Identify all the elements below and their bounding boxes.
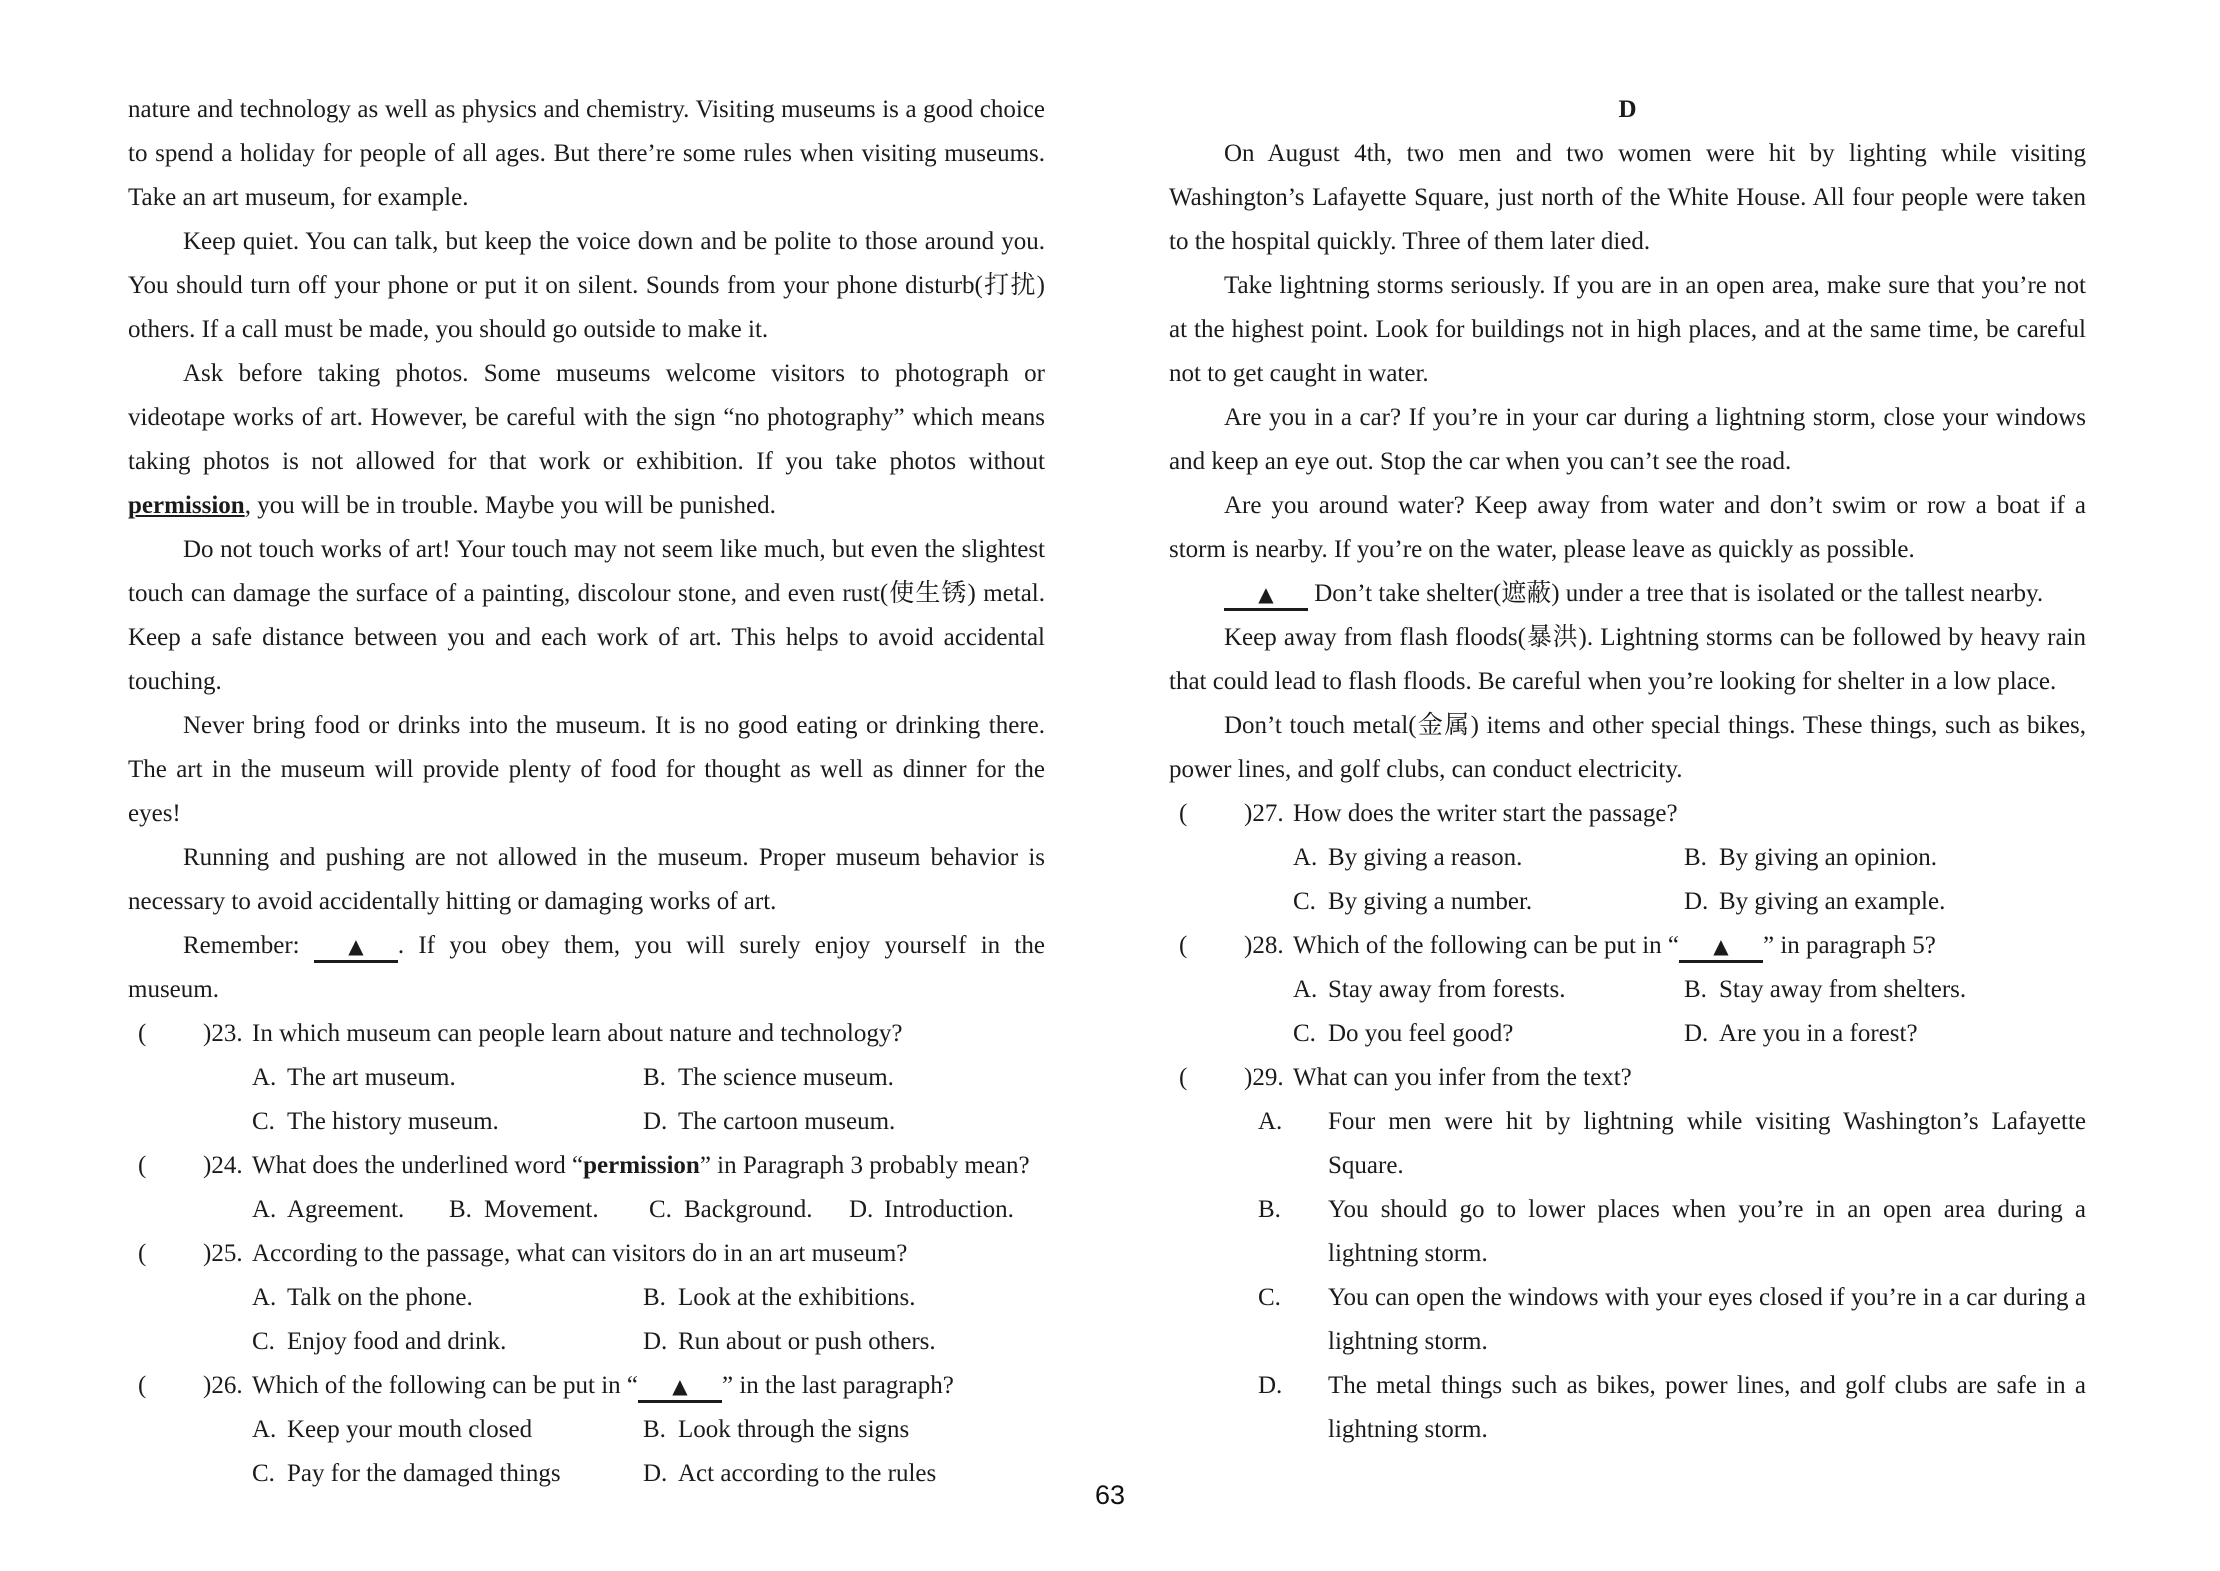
passage-text: Remember: bbox=[183, 932, 314, 959]
option-label: D. bbox=[1684, 888, 1709, 915]
question-number: )28. bbox=[1244, 932, 1284, 959]
question-text bbox=[1293, 932, 1936, 959]
option bbox=[1684, 836, 2086, 880]
option-text: Are you in a forest? bbox=[1719, 1020, 1918, 1047]
question-number: )23. bbox=[203, 1020, 243, 1047]
option-text: By giving an example. bbox=[1719, 888, 1946, 915]
option bbox=[643, 1056, 1045, 1100]
option bbox=[643, 1100, 1045, 1144]
question-line bbox=[128, 1012, 1045, 1056]
option-label: D. bbox=[643, 1108, 668, 1135]
passage-text: On August 4th, two men and two women were hit by lighting while visiting Washington’s Lafayette Square, just north of the White House. All four people were taken to the hospital quickly. Three of them later died. bbox=[1169, 140, 2086, 255]
question-text bbox=[252, 1240, 907, 1267]
options-row bbox=[128, 1320, 1045, 1364]
option-label: D. bbox=[643, 1460, 668, 1487]
passage-text: Don’t take shelter(遮蔽) under a tree that is isolated or the tallest nearby. bbox=[1308, 580, 2044, 607]
passage-text: Which of the following can be put in “ bbox=[252, 1372, 638, 1399]
left-passage-paragraph bbox=[128, 528, 1045, 704]
right-passage-paragraph bbox=[1169, 264, 2086, 396]
option bbox=[252, 1276, 643, 1320]
question-line bbox=[1169, 1056, 2086, 1100]
right-passage-paragraph bbox=[1169, 616, 2086, 704]
question-number: )24. bbox=[203, 1152, 243, 1179]
answer-paren: ( bbox=[138, 1152, 147, 1179]
option bbox=[849, 1188, 1045, 1232]
option bbox=[1684, 1012, 2086, 1056]
option-text: The metal things such as bikes, power lines, and golf clubs are safe in a lightning storm. bbox=[1328, 1372, 2086, 1443]
option-label: A. bbox=[1293, 976, 1318, 1003]
answer-paren: ( bbox=[1179, 1064, 1188, 1091]
option-text: Stay away from forests. bbox=[1328, 976, 1566, 1003]
passage-text: , you will be in trouble. Maybe you will be punished. bbox=[244, 492, 776, 519]
answer-blank: ▲ bbox=[1679, 935, 1763, 963]
option-label: A. bbox=[252, 1284, 277, 1311]
options-row bbox=[128, 1056, 1045, 1100]
passage-text: Don’t touch metal(金属) items and other special things. These things, such as bikes, power lines, and golf clubs, can conduct electricity. bbox=[1169, 712, 2086, 783]
option-label: C. bbox=[252, 1108, 275, 1135]
option-row bbox=[1169, 1188, 2086, 1276]
right-passage-paragraph bbox=[1169, 132, 2086, 264]
option-text: By giving a reason. bbox=[1328, 844, 1523, 871]
option-label: D. bbox=[1684, 1020, 1709, 1047]
question-text bbox=[1293, 1064, 1632, 1091]
passage-text: ” in paragraph 5? bbox=[1763, 932, 1936, 959]
option-text: Act according to the rules bbox=[678, 1460, 937, 1487]
question-text bbox=[252, 1372, 954, 1399]
option bbox=[252, 1056, 643, 1100]
option-text: Four men were hit by lightning while visiting Washington’s Lafayette Square. bbox=[1328, 1108, 2086, 1179]
question-number: )29. bbox=[1244, 1064, 1284, 1091]
passage-text: Are you around water? Keep away from water and don’t swim or row a boat if a storm is nearby. If you’re on the water, please leave as quickly as possible. bbox=[1169, 492, 2086, 563]
options-row bbox=[128, 1188, 1045, 1232]
options-row bbox=[128, 1100, 1045, 1144]
left-passage-paragraph bbox=[128, 704, 1045, 836]
two-column-layout bbox=[128, 88, 2086, 1496]
question-text bbox=[252, 1152, 1030, 1179]
right-passage-paragraph bbox=[1169, 484, 2086, 572]
answer-blank: ▲ bbox=[638, 1375, 722, 1403]
left-passage-paragraph bbox=[128, 836, 1045, 924]
option-text: The history museum. bbox=[287, 1108, 499, 1135]
left-passage-paragraph bbox=[128, 924, 1045, 1012]
option-text: By giving an opinion. bbox=[1719, 844, 1938, 871]
option-text: Movement. bbox=[484, 1196, 599, 1223]
option-label: A. bbox=[252, 1064, 277, 1091]
option bbox=[252, 1100, 643, 1144]
option-row bbox=[1169, 1276, 2086, 1364]
answer-blank: ▲ bbox=[1224, 583, 1308, 611]
option-text: You can open the windows with your eyes closed if you’re in a car during a lightning storm. bbox=[1328, 1284, 2086, 1355]
passage-text: ” in the last paragraph? bbox=[722, 1372, 954, 1399]
answer-paren: ( bbox=[1179, 800, 1188, 827]
option-label: B. bbox=[1258, 1196, 1281, 1223]
option-label: B. bbox=[643, 1284, 666, 1311]
option-label: B. bbox=[449, 1196, 472, 1223]
option bbox=[643, 1408, 1045, 1452]
options-row bbox=[1169, 836, 2086, 880]
answer-paren: ( bbox=[138, 1020, 147, 1047]
option-text: Do you feel good? bbox=[1328, 1020, 1514, 1047]
answer-paren: ( bbox=[138, 1372, 147, 1399]
answer-paren: ( bbox=[138, 1240, 147, 1267]
option-label: A. bbox=[1293, 844, 1318, 871]
page-number: 63 bbox=[1094, 1480, 1126, 1510]
option-text: The science museum. bbox=[678, 1064, 894, 1091]
option bbox=[449, 1188, 649, 1232]
passage-text: Running and pushing are not allowed in the museum. Proper museum behavior is necessary to avoid accidentally hitting or damaging works of art. bbox=[128, 844, 1045, 915]
emphasized-text: permission bbox=[128, 492, 245, 519]
option-text: Pay for the damaged things bbox=[287, 1460, 561, 1487]
option-label: D. bbox=[643, 1328, 668, 1355]
passage-text: What can you infer from the text? bbox=[1293, 1064, 1632, 1091]
option-text: You should go to lower places when you’re in an open area during a lightning storm. bbox=[1328, 1196, 2086, 1267]
passage-text: What does the underlined word “ bbox=[252, 1152, 584, 1179]
option-label: A. bbox=[252, 1196, 277, 1223]
option-text: Talk on the phone. bbox=[287, 1284, 473, 1311]
option-row bbox=[1169, 1364, 2086, 1452]
option-label: C. bbox=[1293, 888, 1316, 915]
option-text: Introduction. bbox=[884, 1196, 1014, 1223]
option-label: B. bbox=[1684, 976, 1707, 1003]
options-row bbox=[128, 1276, 1045, 1320]
question-line bbox=[128, 1364, 1045, 1408]
passage-text: nature and technology as well as physics and chemistry. Visiting museums is a good choice to spend a holiday for people of all ages. But there’re some rules when visiting museums. Take an art museum, for example. bbox=[128, 96, 1045, 211]
passage-text: Keep quiet. You can talk, but keep the voice down and be polite to those around you. You should turn off your phone or put it on silent. Sounds from your phone disturb(打扰) others. If a call must be made, you should go outside to make it. bbox=[128, 228, 1045, 343]
option bbox=[1293, 1012, 1684, 1056]
options-row bbox=[1169, 880, 2086, 924]
passage-text: ” in Paragraph 3 probably mean? bbox=[699, 1152, 1030, 1179]
question-line bbox=[1169, 792, 2086, 836]
option-text: The art museum. bbox=[287, 1064, 456, 1091]
option-label: A. bbox=[252, 1416, 277, 1443]
option-text: Look through the signs bbox=[678, 1416, 910, 1443]
left-column bbox=[128, 88, 1045, 1496]
option-text: Run about or push others. bbox=[678, 1328, 936, 1355]
left-passage-paragraph bbox=[128, 220, 1045, 352]
option bbox=[252, 1188, 449, 1232]
passage-text: Keep away from flash floods(暴洪). Lightning storms can be followed by heavy rain that could lead to flash floods. Be careful when you’re looking for shelter in a low place. bbox=[1169, 624, 2086, 695]
option bbox=[1258, 1372, 2086, 1443]
answer-blank: ▲ bbox=[314, 935, 398, 963]
option-label: C. bbox=[649, 1196, 672, 1223]
option bbox=[1258, 1196, 2086, 1267]
options-row bbox=[1169, 1012, 2086, 1056]
option-label: C. bbox=[1293, 1020, 1316, 1047]
option bbox=[1293, 968, 1684, 1012]
option bbox=[643, 1320, 1045, 1364]
option-text: The cartoon museum. bbox=[678, 1108, 896, 1135]
passage-text: Are you in a car? If you’re in your car during a lightning storm, close your windows and keep an eye out. Stop the car when you can’t see the road. bbox=[1169, 404, 2086, 475]
passage-text: Take lightning storms seriously. If you are in an open area, make sure that you’re not at the highest point. Look for buildings not in high places, and at the same time, be careful not to get caught in water. bbox=[1169, 272, 2086, 387]
question-line bbox=[1169, 924, 2086, 968]
options-row bbox=[1169, 968, 2086, 1012]
right-column bbox=[1169, 88, 2086, 1496]
left-passage-paragraph bbox=[128, 88, 1045, 220]
option-label: D. bbox=[849, 1196, 874, 1223]
passage-text: Never bring food or drinks into the museum. It is no good eating or drinking there. The art in the museum will provide plenty of food for thought as well as dinner for the eyes! bbox=[128, 712, 1045, 827]
option bbox=[1258, 1108, 2086, 1179]
question-text bbox=[1293, 800, 1678, 827]
question-number: )26. bbox=[203, 1372, 243, 1399]
option bbox=[1293, 880, 1684, 924]
right-passage-paragraph bbox=[1169, 572, 2086, 616]
option-text: Look at the exhibitions. bbox=[678, 1284, 916, 1311]
option bbox=[649, 1188, 849, 1232]
option bbox=[1684, 880, 2086, 924]
option-text: Stay away from shelters. bbox=[1719, 976, 1967, 1003]
passage-text: . If you obey them, you will surely enjoy yourself in the museum. bbox=[128, 932, 1045, 1003]
option-label: C. bbox=[1258, 1284, 1281, 1311]
options-row bbox=[128, 1408, 1045, 1452]
passage-text: Ask before taking photos. Some museums welcome visitors to photograph or videotape works of art. However, be careful with the sign “no photography” which means taking photos is not allowed for that work or exhibition. If you take photos without bbox=[128, 360, 1045, 475]
question-text bbox=[252, 1020, 902, 1047]
passage-text: How does the writer start the passage? bbox=[1293, 800, 1678, 827]
section-heading: D bbox=[1618, 96, 1637, 123]
passage-text: Do not touch works of art! Your touch may not seem like much, but even the slightest touch can damage the surface of a painting, discolour stone, and even rust(使生锈) metal. Keep a safe distance between you and each work of art. This helps to avoid accidental touching. bbox=[128, 536, 1045, 695]
option-label: B. bbox=[1684, 844, 1707, 871]
option bbox=[1258, 1284, 2086, 1355]
question-number: )27. bbox=[1244, 800, 1284, 827]
right-passage-paragraph bbox=[1169, 396, 2086, 484]
option bbox=[643, 1276, 1045, 1320]
option bbox=[252, 1408, 643, 1452]
question-line bbox=[128, 1144, 1045, 1188]
right-passage-paragraph bbox=[1169, 704, 2086, 792]
option bbox=[1684, 968, 2086, 1012]
option-text: Agreement. bbox=[287, 1196, 405, 1223]
option-row bbox=[1169, 1100, 2086, 1188]
option-text: By giving a number. bbox=[1328, 888, 1533, 915]
option-label: B. bbox=[643, 1416, 666, 1443]
option-text: Keep your mouth closed bbox=[287, 1416, 533, 1443]
option-text: Background. bbox=[684, 1196, 813, 1223]
emphasized-text: permission bbox=[583, 1152, 700, 1179]
option-label: B. bbox=[643, 1064, 666, 1091]
option-label: C. bbox=[252, 1460, 275, 1487]
option-label: C. bbox=[252, 1328, 275, 1355]
option-label: A. bbox=[1258, 1108, 1283, 1135]
option-label: D. bbox=[1258, 1372, 1283, 1399]
passage-text: Which of the following can be put in “ bbox=[1293, 932, 1679, 959]
answer-paren: ( bbox=[1179, 932, 1188, 959]
passage-text: According to the passage, what can visitors do in an art museum? bbox=[252, 1240, 908, 1267]
left-passage-paragraph bbox=[128, 352, 1045, 528]
option-text: Enjoy food and drink. bbox=[287, 1328, 507, 1355]
question-number: )25. bbox=[203, 1240, 243, 1267]
passage-text: In which museum can people learn about nature and technology? bbox=[252, 1020, 903, 1047]
option bbox=[252, 1320, 643, 1364]
question-line bbox=[128, 1232, 1045, 1276]
option bbox=[1293, 836, 1684, 880]
